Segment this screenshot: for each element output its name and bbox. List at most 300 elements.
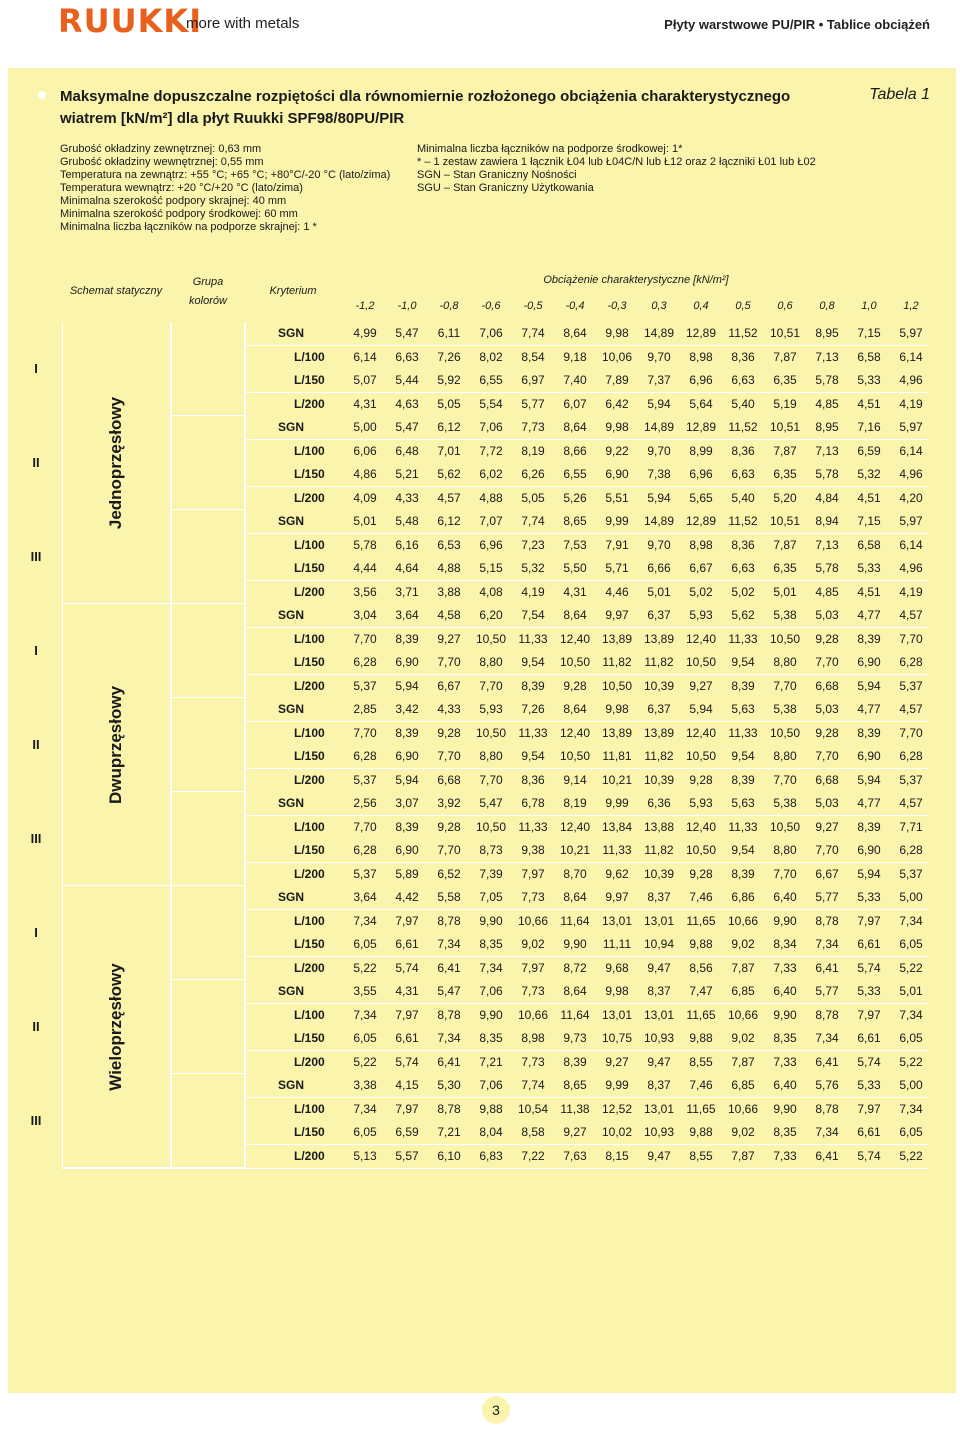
table-row (246, 886, 928, 909)
value-cell: 10,51 (769, 514, 801, 528)
value-cell: 5,47 (479, 796, 503, 810)
ruukki-logo: RUUKKI (58, 2, 203, 40)
value-cell: 5,44 (395, 373, 419, 387)
value-cell: 9,28 (689, 772, 713, 787)
value-cell: 11,33 (728, 631, 758, 646)
criterion-label: L/150 (294, 373, 325, 387)
value-cell: 5,37 (353, 772, 377, 787)
parameter-line: Grubość okładziny wewnętrznej: 0,55 mm (60, 156, 264, 168)
value-cell: 13,01 (643, 1101, 675, 1116)
value-cell: 7,40 (563, 373, 587, 387)
value-cell: 5,94 (395, 678, 419, 693)
value-cell: 5,71 (605, 561, 629, 575)
value-cell: 6,41 (815, 1148, 839, 1163)
criterion-label: L/150 (294, 843, 325, 857)
value-cell: 5,19 (773, 396, 797, 411)
criterion-label: L/200 (294, 490, 325, 505)
value-cell: 7,70 (815, 655, 839, 669)
table-title-line2: wiatrem [kN/m²] dla płyt Ruukki SPF98/80PU/PIR (60, 110, 405, 127)
group-cell (172, 886, 244, 979)
criterion-label: L/200 (294, 1054, 325, 1069)
value-cell: 7,21 (479, 1054, 503, 1069)
value-cell: 5,74 (857, 1148, 881, 1163)
value-cell: 7,70 (437, 655, 461, 669)
criterion-label: L/150 (294, 749, 325, 763)
page-number: 3 (482, 1396, 510, 1424)
value-cell: 3,07 (395, 796, 419, 810)
value-cell: 6,59 (395, 1125, 419, 1139)
value-cell: 6,05 (353, 937, 377, 951)
criterion-label: SGN (278, 420, 305, 434)
value-cell: 4,57 (899, 796, 923, 810)
value-cell: 7,70 (773, 866, 797, 881)
table-row (246, 322, 928, 345)
group-label: III (30, 830, 42, 846)
value-cell: 7,74 (521, 1078, 545, 1092)
value-cell: 7,74 (521, 514, 545, 528)
group-label: II (32, 736, 40, 752)
value-cell: 6,68 (815, 772, 839, 787)
value-cell: 10,50 (685, 843, 717, 857)
value-cell: 7,34 (899, 913, 923, 928)
value-cell: 5,78 (815, 561, 839, 575)
value-cell: 5,33 (857, 373, 881, 387)
value-cell: 4,19 (899, 396, 923, 411)
value-cell: 10,21 (601, 772, 633, 787)
value-cell: 5,48 (395, 514, 419, 528)
value-cell: 7,70 (815, 843, 839, 857)
value-cell: 8,64 (563, 702, 587, 716)
value-cell: 8,35 (479, 1031, 503, 1045)
value-cell: 6,14 (899, 349, 923, 364)
value-cell: 6,37 (647, 702, 671, 716)
value-cell: 8,80 (479, 655, 503, 669)
group-label: I (34, 642, 38, 658)
value-cell: 5,47 (395, 420, 419, 434)
table-row (246, 628, 928, 651)
value-cell: 13,89 (601, 725, 633, 740)
parameter-line: Minimalna szerokość podpory środkowej: 60 mm (60, 208, 298, 220)
table-row (246, 1074, 928, 1097)
value-cell: 11,65 (686, 913, 716, 928)
criterion-label: L/100 (294, 537, 325, 552)
value-cell: 6,37 (647, 608, 671, 622)
value-cell: 6,61 (857, 1125, 881, 1139)
value-cell: 5,03 (815, 702, 839, 716)
value-cell: 10,39 (643, 866, 675, 881)
value-cell: 6,05 (899, 1125, 923, 1139)
value-cell: 11,65 (686, 1101, 716, 1116)
value-cell: 13,89 (643, 631, 675, 646)
value-cell: 5,32 (521, 561, 545, 575)
value-cell: 13,89 (601, 631, 633, 646)
value-cell: 5,78 (815, 373, 839, 387)
value-cell: 9,27 (437, 631, 461, 646)
criterion-label: L/200 (294, 772, 325, 787)
value-cell: 5,58 (437, 890, 461, 904)
value-cell: 7,07 (479, 514, 503, 528)
value-cell: 5,92 (437, 373, 461, 387)
value-cell: 10,50 (769, 631, 801, 646)
note-line: Minimalna liczba łączników na podporze środkowej: 1* (417, 143, 683, 155)
table-title (60, 86, 820, 130)
value-cell: 4,99 (353, 326, 377, 340)
value-cell: 7,73 (521, 984, 545, 998)
value-cell: 4,19 (521, 584, 545, 599)
value-cell: 5,00 (899, 1078, 923, 1092)
value-cell: 4,44 (353, 561, 377, 575)
value-cell: 12,40 (685, 631, 717, 646)
column-header: 0,5 (735, 300, 751, 312)
value-cell: 10,39 (643, 772, 675, 787)
table-row (246, 1004, 928, 1027)
value-cell: 9,98 (605, 702, 629, 716)
schema-label: Dwuprzęsłowy (106, 685, 125, 804)
value-cell: 8,54 (521, 349, 545, 364)
value-cell: 7,06 (479, 1078, 503, 1092)
value-cell: 9,54 (731, 749, 755, 763)
value-cell: 10,50 (559, 655, 591, 669)
value-cell: 7,05 (479, 890, 503, 904)
value-cell: 8,78 (437, 1007, 461, 1022)
group-cell (172, 1074, 244, 1167)
value-cell: 6,85 (731, 1078, 755, 1092)
value-cell: 9,99 (605, 514, 629, 528)
value-cell: 6,86 (731, 890, 755, 904)
value-cell: 11,52 (728, 420, 758, 434)
value-cell: 8,15 (605, 1148, 629, 1163)
value-cell: 5,20 (773, 490, 797, 505)
value-cell: 10,50 (769, 725, 801, 740)
table-row (246, 416, 928, 439)
value-cell: 5,40 (731, 396, 755, 411)
value-cell: 10,54 (517, 1101, 549, 1116)
value-cell: 9,88 (689, 1031, 713, 1045)
value-cell: 4,64 (395, 561, 419, 575)
value-cell: 4,96 (899, 467, 923, 481)
value-cell: 3,64 (353, 890, 377, 904)
value-cell: 9,28 (815, 725, 839, 740)
value-cell: 10,50 (769, 819, 801, 834)
value-cell: 8,94 (815, 514, 839, 528)
value-cell: 5,78 (353, 537, 377, 552)
value-cell: 5,57 (395, 1148, 419, 1163)
value-cell: 8,58 (521, 1125, 545, 1139)
value-cell: 7,34 (899, 1007, 923, 1022)
value-cell: 6,12 (437, 514, 461, 528)
value-cell: 4,09 (353, 490, 377, 505)
value-cell: 7,22 (521, 1148, 545, 1163)
value-cell: 9,47 (647, 1148, 671, 1163)
value-cell: 8,64 (563, 420, 587, 434)
value-cell: 6,28 (899, 749, 923, 763)
value-cell: 5,74 (395, 960, 419, 975)
tagline: more with metals (186, 15, 300, 32)
value-cell: 5,47 (437, 984, 461, 998)
value-cell: 8,78 (437, 1101, 461, 1116)
value-cell: 7,33 (773, 1148, 797, 1163)
value-cell: 5,33 (857, 561, 881, 575)
table-title-line1: Maksymalne dopuszczalne rozpiętości dla równomiernie rozłożonego obciążenia charakterystycznego (60, 88, 791, 105)
header-load: Obciążenie charakterystyczne [kN/m²] (543, 274, 729, 286)
column-header: 0,6 (777, 300, 793, 312)
value-cell: 8,80 (479, 749, 503, 763)
value-cell: 10,39 (643, 678, 675, 693)
value-cell: 9,90 (773, 1007, 797, 1022)
value-cell: 6,90 (395, 655, 419, 669)
value-cell: 7,89 (605, 373, 629, 387)
value-cell: 5,47 (395, 326, 419, 340)
value-cell: 5,37 (353, 678, 377, 693)
column-header: 1,2 (903, 300, 919, 312)
value-cell: 10,50 (685, 655, 717, 669)
value-cell: 7,87 (773, 443, 797, 458)
value-cell: 7,71 (899, 819, 923, 834)
value-cell: 11,52 (728, 326, 758, 340)
value-cell: 8,98 (689, 537, 713, 552)
table-row (246, 557, 928, 580)
value-cell: 6,12 (437, 420, 461, 434)
group-cell (172, 604, 244, 697)
value-cell: 11,11 (602, 937, 632, 951)
table-row (246, 957, 928, 980)
value-cell: 8,36 (731, 443, 755, 458)
value-cell: 7,34 (437, 1031, 461, 1045)
column-header: 0,3 (651, 300, 667, 312)
value-cell: 6,58 (857, 537, 881, 552)
value-cell: 7,23 (521, 537, 545, 552)
value-cell: 5,54 (479, 396, 503, 411)
value-cell: 9,99 (605, 796, 629, 810)
value-cell: 6,28 (353, 749, 377, 763)
value-cell: 5,33 (857, 890, 881, 904)
value-cell: 4,88 (479, 490, 503, 505)
value-cell: 5,40 (731, 490, 755, 505)
value-cell: 5,63 (731, 702, 755, 716)
criterion-label: L/150 (294, 937, 325, 951)
criterion-label: L/200 (294, 960, 325, 975)
value-cell: 5,03 (815, 796, 839, 810)
value-cell: 5,13 (353, 1148, 377, 1163)
value-cell: 6,90 (857, 749, 881, 763)
value-cell: 5,94 (395, 772, 419, 787)
value-cell: 4,31 (563, 584, 587, 599)
value-cell: 7,87 (731, 1148, 755, 1163)
parameter-line: Temperatura wewnątrz: +20 °C/+20 °C (lato/zima) (60, 182, 303, 194)
value-cell: 5,01 (353, 514, 377, 528)
value-cell: 9,02 (731, 1125, 755, 1139)
document-title: Płyty warstwowe PU/PIR • Tablice obciążeń (664, 17, 930, 32)
value-cell: 12,52 (601, 1101, 633, 1116)
value-cell: 5,22 (899, 1054, 923, 1069)
value-cell: 10,94 (643, 937, 675, 951)
value-cell: 11,81 (602, 749, 632, 763)
value-cell: 5,03 (815, 608, 839, 622)
value-cell: 4,31 (353, 396, 377, 411)
value-cell: 6,16 (395, 537, 419, 552)
table-row (246, 463, 928, 486)
value-cell: 10,66 (517, 1007, 549, 1022)
value-cell: 10,66 (727, 913, 759, 928)
value-cell: 5,22 (899, 960, 923, 975)
value-cell: 9,99 (605, 1078, 629, 1092)
value-cell: 5,76 (815, 1078, 839, 1092)
value-cell: 5,93 (689, 608, 713, 622)
value-cell: 5,33 (857, 984, 881, 998)
value-cell: 4,33 (395, 490, 419, 505)
value-cell: 5,37 (353, 866, 377, 881)
value-cell: 5,77 (815, 890, 839, 904)
criterion-label: SGN (278, 702, 305, 716)
value-cell: 8,35 (479, 937, 503, 951)
criterion-label: L/100 (294, 1007, 325, 1022)
criterion-label: L/100 (294, 443, 325, 458)
value-cell: 8,37 (647, 984, 671, 998)
value-cell: 6,14 (899, 537, 923, 552)
value-cell: 6,58 (857, 349, 881, 364)
value-cell: 5,94 (689, 702, 713, 716)
table-row (246, 839, 928, 862)
value-cell: 7,70 (815, 749, 839, 763)
value-cell: 6,10 (437, 1148, 461, 1163)
value-cell: 5,93 (689, 796, 713, 810)
value-cell: 7,34 (353, 913, 377, 928)
value-cell: 8,39 (521, 678, 545, 693)
value-cell: 7,13 (815, 537, 839, 552)
column-header: -0,3 (607, 300, 627, 312)
value-cell: 6,02 (479, 467, 503, 481)
value-cell: 4,20 (899, 490, 923, 505)
criterion-label: L/200 (294, 584, 325, 599)
value-cell: 8,56 (689, 960, 713, 975)
value-cell: 5,33 (857, 1078, 881, 1092)
value-cell: 11,33 (728, 819, 758, 834)
value-cell: 7,15 (857, 514, 881, 528)
value-cell: 4,19 (899, 584, 923, 599)
value-cell: 5,62 (437, 467, 461, 481)
value-cell: 12,40 (559, 725, 591, 740)
note-line: * – 1 zestaw zawiera 1 łącznik Ł04 lub Ł04C/N lub Ł12 oraz 2 łączniki Ł01 lub Ł02 (417, 156, 816, 168)
table-row (246, 534, 928, 557)
value-cell: 5,22 (353, 960, 377, 975)
value-cell: 10,06 (601, 349, 633, 364)
table-row (246, 980, 928, 1003)
value-cell: 6,14 (899, 443, 923, 458)
value-cell: 6,67 (437, 678, 461, 693)
value-cell: 6,61 (395, 1031, 419, 1045)
value-cell: 7,34 (479, 960, 503, 975)
table-row (246, 933, 928, 956)
value-cell: 10,66 (727, 1007, 759, 1022)
value-cell: 9,27 (689, 678, 713, 693)
value-cell: 9,02 (731, 1031, 755, 1045)
value-cell: 8,39 (857, 631, 881, 646)
value-cell: 6,20 (479, 608, 503, 622)
value-cell: 9,47 (647, 1054, 671, 1069)
value-cell: 7,21 (437, 1125, 461, 1139)
value-cell: 7,38 (647, 467, 671, 481)
value-cell: 6,41 (815, 960, 839, 975)
value-cell: 4,15 (395, 1078, 419, 1092)
value-cell: 7,13 (815, 443, 839, 458)
value-cell: 9,70 (647, 349, 671, 364)
table-row (246, 510, 928, 533)
value-cell: 7,34 (899, 1101, 923, 1116)
value-cell: 9,54 (731, 843, 755, 857)
value-cell: 10,93 (643, 1031, 675, 1045)
value-cell: 9,98 (605, 984, 629, 998)
value-cell: 10,50 (559, 749, 591, 763)
value-cell: 6,28 (353, 843, 377, 857)
value-cell: 10,50 (475, 725, 507, 740)
table-row (246, 369, 928, 392)
value-cell: 6,26 (521, 467, 545, 481)
parameter-line: Temperatura na zewnątrz: +55 °C; +65 °C; +80°C/-20 °C (lato/zima) (60, 169, 391, 181)
value-cell: 8,35 (773, 1125, 797, 1139)
value-cell: 6,05 (899, 1031, 923, 1045)
criterion-label: L/150 (294, 1031, 325, 1045)
column-header: -0,8 (439, 300, 459, 312)
value-cell: 10,21 (559, 843, 591, 857)
value-cell: 9,27 (563, 1125, 587, 1139)
value-cell: 7,97 (521, 960, 545, 975)
value-cell: 5,00 (899, 890, 923, 904)
value-cell: 4,08 (479, 584, 503, 599)
value-cell: 8,34 (773, 937, 797, 951)
value-cell: 7,06 (479, 420, 503, 434)
value-cell: 7,70 (353, 819, 377, 834)
value-cell: 9,88 (689, 937, 713, 951)
value-cell: 9,90 (773, 1101, 797, 1116)
value-cell: 5,02 (731, 584, 755, 599)
value-cell: 8,64 (563, 326, 587, 340)
value-cell: 10,02 (601, 1125, 633, 1139)
value-cell: 8,72 (563, 960, 587, 975)
criterion-label: L/150 (294, 467, 325, 481)
criterion-label: L/150 (294, 655, 325, 669)
table-row (246, 1145, 928, 1168)
value-cell: 9,02 (731, 937, 755, 951)
column-header: -0,4 (565, 300, 585, 312)
value-cell: 5,05 (437, 396, 461, 411)
table-row (246, 792, 928, 815)
value-cell: 6,41 (437, 960, 461, 975)
table-row (246, 722, 928, 745)
value-cell: 4,57 (437, 490, 461, 505)
value-cell: 5,94 (857, 772, 881, 787)
value-cell: 8,80 (773, 655, 797, 669)
value-cell: 11,82 (644, 655, 674, 669)
value-cell: 5,64 (689, 396, 713, 411)
value-cell: 9,02 (521, 937, 545, 951)
value-cell: 12,40 (559, 631, 591, 646)
value-cell: 8,98 (521, 1031, 545, 1045)
value-cell: 7,34 (353, 1007, 377, 1022)
value-cell: 13,88 (643, 819, 675, 834)
value-cell: 8,39 (857, 725, 881, 740)
value-cell: 7,87 (773, 349, 797, 364)
value-cell: 7,34 (815, 937, 839, 951)
value-cell: 4,51 (857, 490, 881, 505)
group-cell (172, 322, 244, 415)
value-cell: 6,11 (437, 326, 461, 340)
value-cell: 9,90 (773, 913, 797, 928)
value-cell: 11,64 (560, 1007, 590, 1022)
value-cell: 7,70 (773, 678, 797, 693)
criterion-label: L/150 (294, 1125, 325, 1139)
value-cell: 6,61 (857, 937, 881, 951)
group-label: III (30, 1112, 42, 1128)
